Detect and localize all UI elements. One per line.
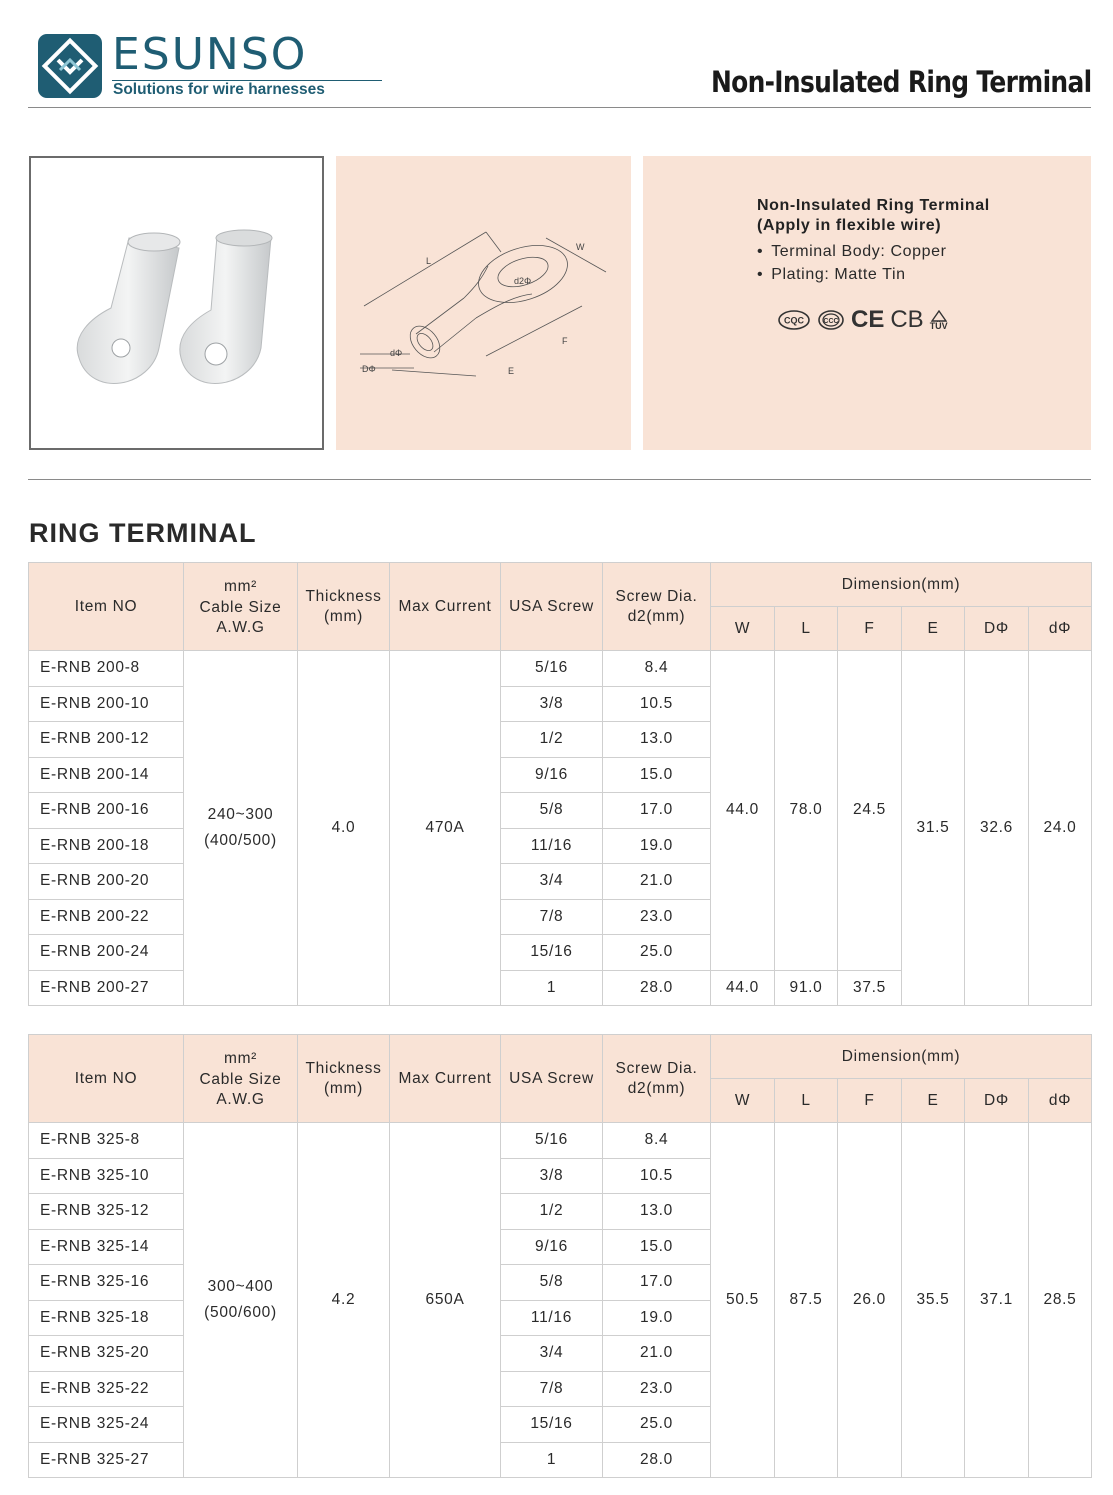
col-l: L [775,1079,838,1123]
usa-screw: 11/16 [501,1300,603,1336]
item-no: E-RNB 200-20 [29,864,184,900]
usa-screw: 5/16 [501,1123,603,1159]
screw-dia: 21.0 [603,1336,711,1372]
cable-size: 240~300 (400/500) [184,651,298,1006]
dim-e: 31.5 [902,651,965,1006]
info-bullet: • Plating: Matte Tin [757,263,947,286]
item-no: E-RNB 325-12 [29,1194,184,1230]
item-no: E-RNB 325-14 [29,1229,184,1265]
max-current: 470A [390,651,501,1006]
col-thickness: Thickness (mm) [298,563,390,651]
screw-dia: 23.0 [603,899,711,935]
page-title: Non-Insulated Ring Terminal [710,65,1091,99]
certification-logos [777,308,948,332]
col-screw-dia: Screw Dia. d2(mm) [603,1035,711,1123]
usa-screw: 1 [501,1442,603,1478]
usa-screw: 15/16 [501,1407,603,1443]
col-f: F [838,1079,902,1123]
screw-dia: 23.0 [603,1371,711,1407]
usa-screw: 1 [501,970,603,1006]
brand-name: ESUNSO [112,29,308,80]
col-cable-size: mm² Cable Size A.W.G [184,563,298,651]
info-bullet: • Terminal Body: Copper [757,240,947,263]
dim-l: 78.0 [775,651,838,971]
dim-l: 91.0 [775,970,838,1006]
max-current: 650A [390,1123,501,1478]
col-Dphi: DΦ [965,607,1029,651]
usa-screw: 5/16 [501,651,603,687]
usa-screw: 5/8 [501,1265,603,1301]
col-cable-size: mm² Cable Size A.W.G [184,1035,298,1123]
dim-w: 44.0 [711,651,775,971]
screw-dia: 8.4 [603,1123,711,1159]
brand-tagline: Solutions for wire harnesses [113,81,325,98]
label-Dphi: DΦ [362,364,376,374]
item-no: E-RNB 200-14 [29,757,184,793]
col-dphi: dΦ [1029,607,1092,651]
item-no: E-RNB 200-18 [29,828,184,864]
dim-l: 87.5 [775,1123,838,1478]
usa-screw: 3/4 [501,864,603,900]
info-bullets [757,240,947,286]
col-Dphi: DΦ [965,1079,1029,1123]
screw-dia: 25.0 [603,1407,711,1443]
cable-size: 300~400 (500/600) [184,1123,298,1478]
screw-dia: 28.0 [603,1442,711,1478]
screw-dia: 28.0 [603,970,711,1006]
screw-dia: 13.0 [603,722,711,758]
dim-dphi: 28.5 [1029,1123,1092,1478]
table-row [29,651,1092,687]
label-e: E [508,366,515,376]
item-no: E-RNB 325-8 [29,1123,184,1159]
usa-screw: 3/8 [501,686,603,722]
dim-w: 44.0 [711,970,775,1006]
col-usa-screw: USA Screw [501,1035,603,1123]
page-header [0,0,1113,110]
col-item-no: Item NO [29,563,184,651]
col-usa-screw: USA Screw [501,563,603,651]
col-l: L [775,607,838,651]
usa-screw: 3/8 [501,1158,603,1194]
svg-text:CQC: CQC [784,315,804,326]
screw-dia: 25.0 [603,935,711,971]
usa-screw: 3/4 [501,1336,603,1372]
dim-f: 24.5 [838,651,902,971]
info-title: Non-Insulated Ring Terminal [757,197,990,214]
table-row [29,1123,1092,1159]
spec-table-325 [28,1034,1092,1478]
item-no: E-RNB 200-27 [29,970,184,1006]
dim-Dphi: 37.1 [965,1123,1029,1478]
col-screw-dia: Screw Dia. d2(mm) [603,563,711,651]
label-f: F [562,336,568,346]
thickness: 4.0 [298,651,390,1006]
dim-f: 26.0 [838,1123,902,1478]
usa-screw: 5/8 [501,793,603,829]
item-no: E-RNB 200-10 [29,686,184,722]
usa-screw: 15/16 [501,935,603,971]
item-no: E-RNB 325-18 [29,1300,184,1336]
col-dphi: dΦ [1029,1079,1092,1123]
thickness: 4.2 [298,1123,390,1478]
ccc-icon [817,309,845,331]
tuv-icon: TÜV [930,310,948,331]
col-max-current: Max Current [390,1035,501,1123]
screw-dia: 15.0 [603,757,711,793]
col-e: E [902,1079,965,1123]
screw-dia: 19.0 [603,1300,711,1336]
spec-table-200 [28,562,1092,1006]
screw-dia: 17.0 [603,793,711,829]
usa-screw: 1/2 [501,722,603,758]
screw-dia: 15.0 [603,1229,711,1265]
cqc-icon [777,309,811,331]
cb-icon: CB [890,306,924,333]
item-no: E-RNB 200-8 [29,651,184,687]
screw-dia: 10.5 [603,686,711,722]
dim-Dphi: 32.6 [965,651,1029,1006]
item-no: E-RNB 325-22 [29,1371,184,1407]
ce-icon: CE [851,306,885,333]
dim-e: 35.5 [902,1123,965,1478]
usa-screw: 1/2 [501,1194,603,1230]
label-l: L [426,256,432,266]
usa-screw: 11/16 [501,828,603,864]
dimension-drawing [336,156,631,450]
section-divider [28,479,1091,480]
item-no: E-RNB 200-12 [29,722,184,758]
header-divider [28,107,1091,108]
item-no: E-RNB 200-22 [29,899,184,935]
col-e: E [902,607,965,651]
usa-screw: 9/16 [501,757,603,793]
screw-dia: 13.0 [603,1194,711,1230]
label-d2: d2Φ [514,276,532,286]
item-no: E-RNB 325-10 [29,1158,184,1194]
section-title: RING TERMINAL [29,518,257,548]
screw-dia: 19.0 [603,828,711,864]
label-dphi: dΦ [390,348,403,358]
col-dimension: Dimension(mm) [711,1035,1092,1079]
product-info-panel [643,156,1091,450]
product-photo [29,156,324,450]
screw-dia: 10.5 [603,1158,711,1194]
col-w: W [711,1079,775,1123]
item-no: E-RNB 200-24 [29,935,184,971]
screw-dia: 21.0 [603,864,711,900]
screw-dia: 8.4 [603,651,711,687]
info-subtitle: (Apply in flexible wire) [757,217,942,234]
label-w: W [576,242,585,252]
item-no: E-RNB 200-16 [29,793,184,829]
dim-f: 37.5 [838,970,902,1006]
col-thickness: Thickness (mm) [298,1035,390,1123]
col-max-current: Max Current [390,563,501,651]
col-f: F [838,607,902,651]
svg-text:CCC: CCC [823,318,839,325]
screw-dia: 17.0 [603,1265,711,1301]
item-no: E-RNB 325-27 [29,1442,184,1478]
dim-w: 50.5 [711,1123,775,1478]
item-no: E-RNB 325-20 [29,1336,184,1372]
item-no: E-RNB 325-24 [29,1407,184,1443]
logo-icon [38,34,102,98]
col-dimension: Dimension(mm) [711,563,1092,607]
usa-screw: 9/16 [501,1229,603,1265]
usa-screw: 7/8 [501,1371,603,1407]
col-w: W [711,607,775,651]
usa-screw: 7/8 [501,899,603,935]
dim-dphi: 24.0 [1029,651,1092,1006]
item-no: E-RNB 325-16 [29,1265,184,1301]
col-item-no: Item NO [29,1035,184,1123]
